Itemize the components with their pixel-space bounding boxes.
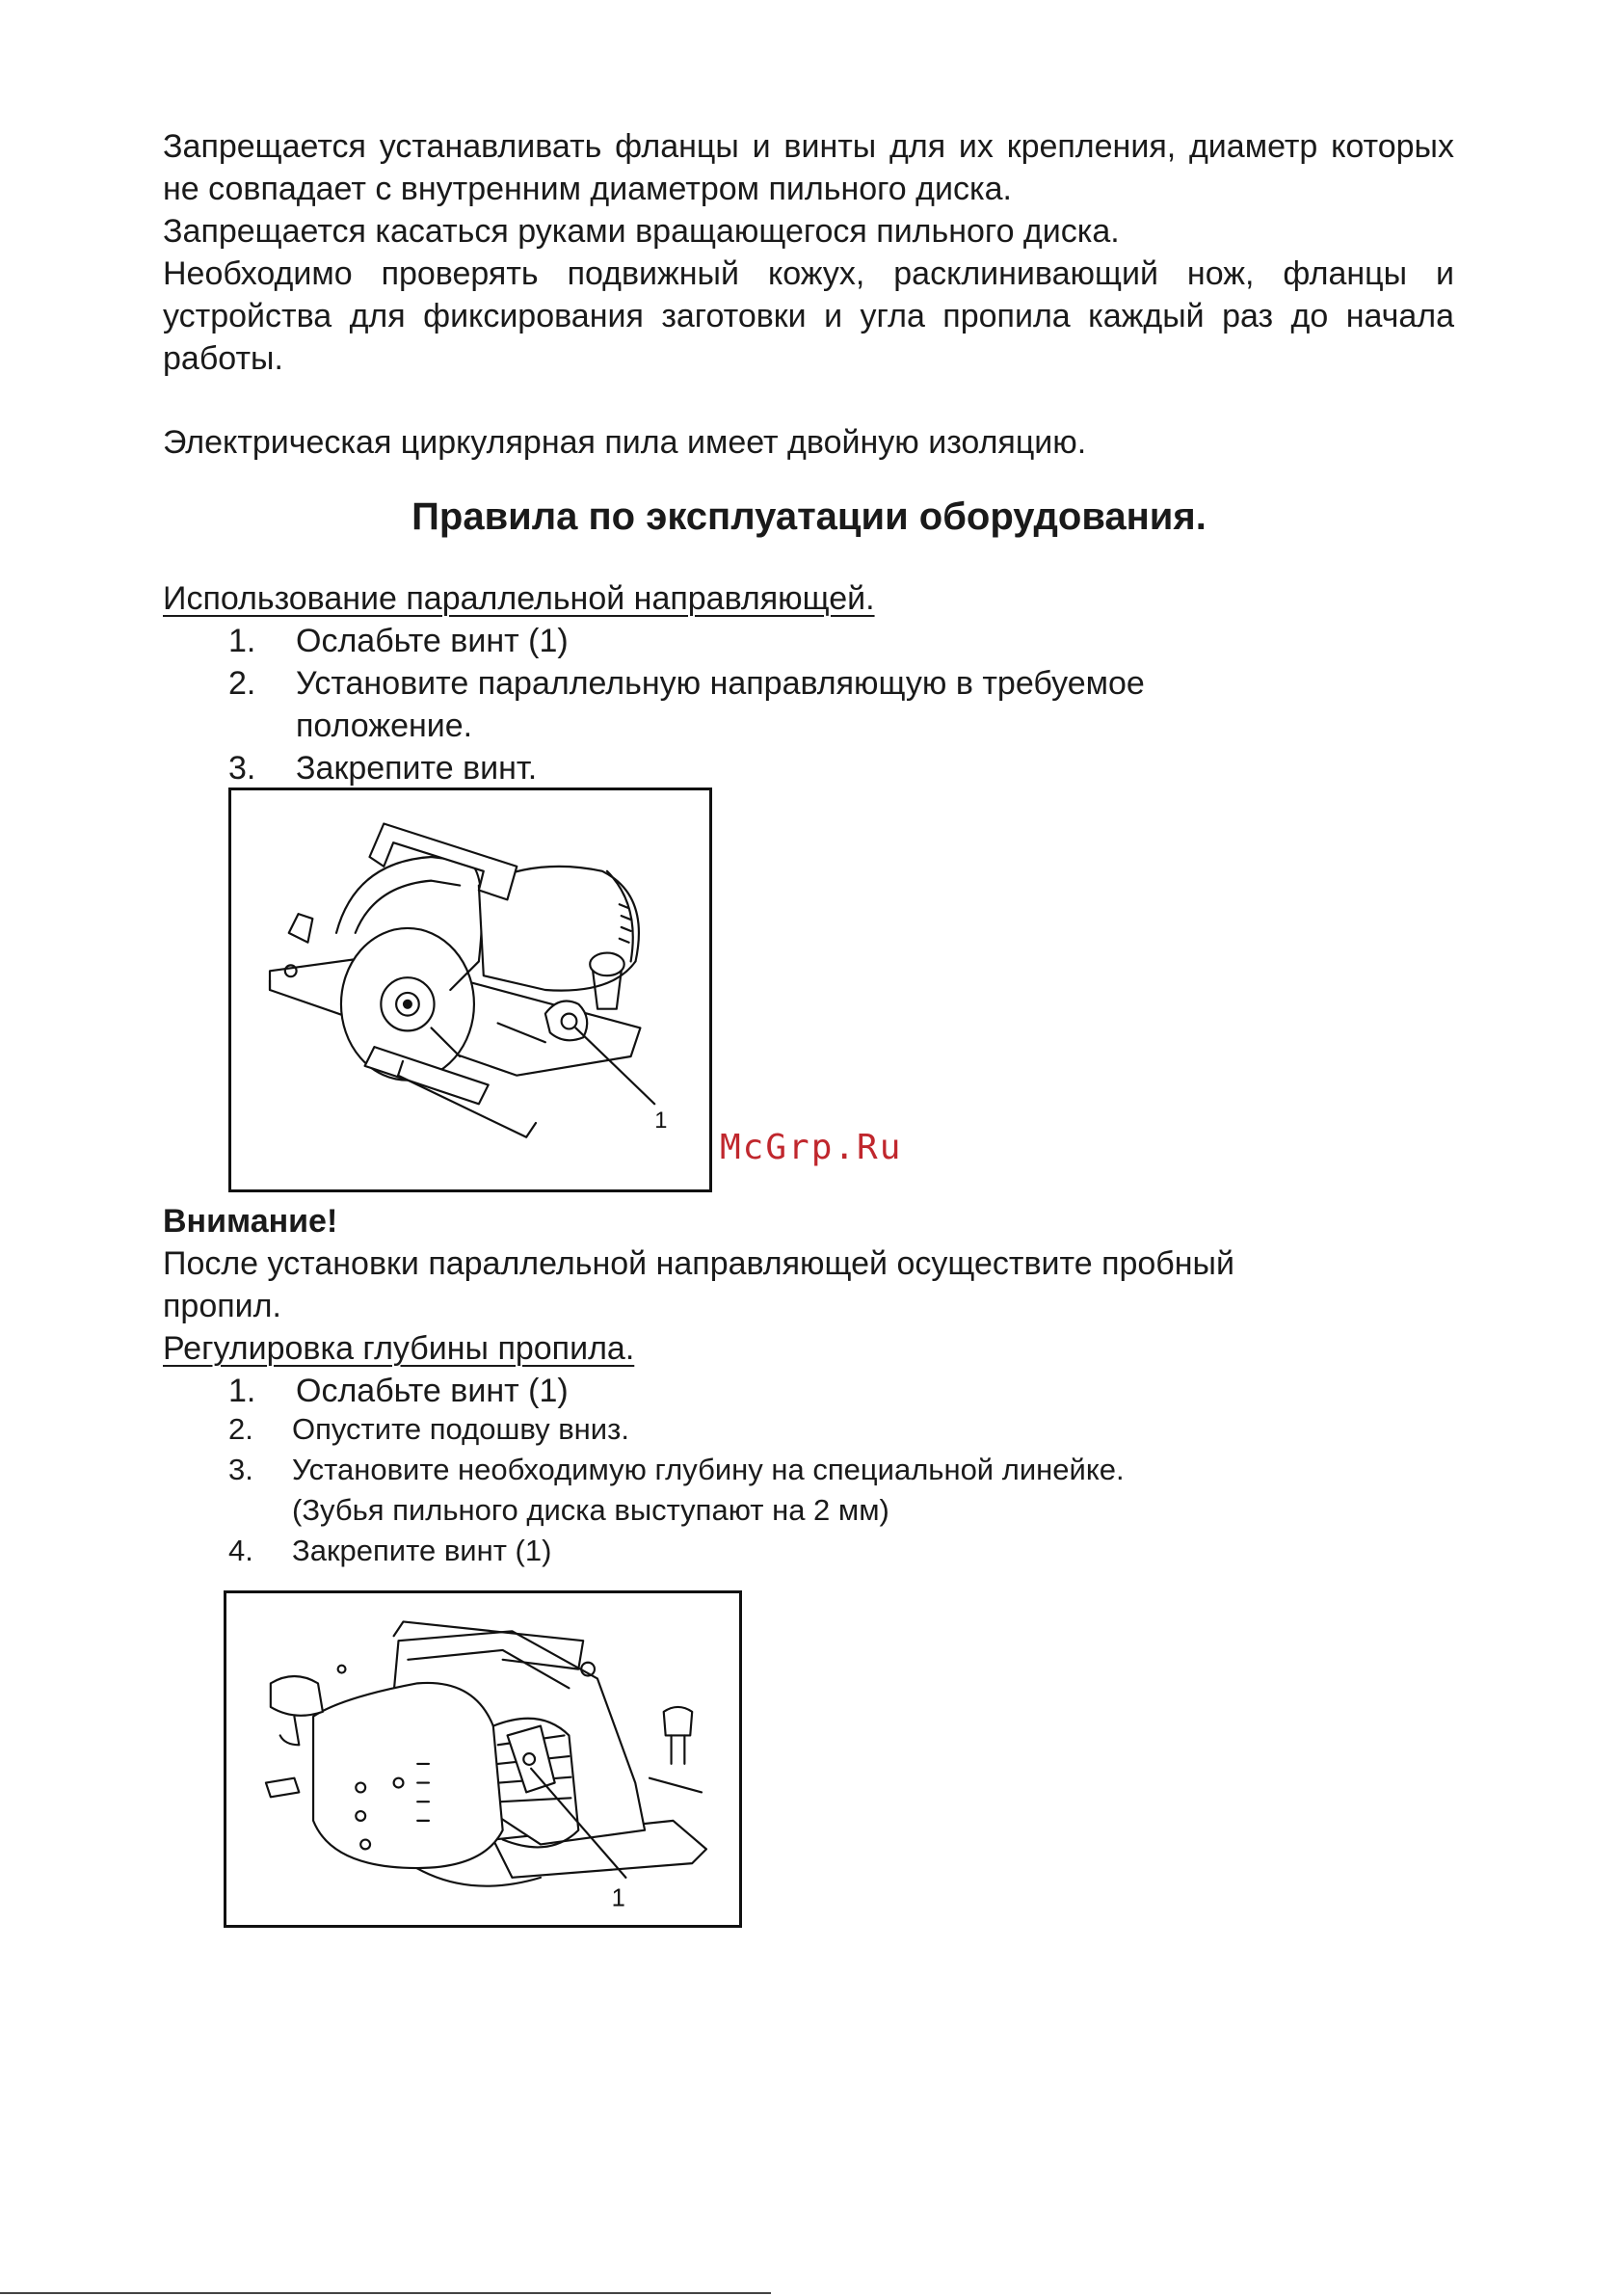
step-number: 1. [228, 623, 256, 659]
step-text: Опустите подошву вниз. [292, 1412, 629, 1446]
figure-depth-adjustment [224, 1590, 742, 1928]
step-number: 3. [228, 1453, 253, 1486]
step-number: 2. [228, 1412, 253, 1446]
depth-heading: Регулировка глубины пропила. [163, 1330, 635, 1367]
circular-saw-illustration [231, 790, 709, 1189]
step-number: 4. [228, 1534, 253, 1567]
step-text: Установите необходимую глубину на специальной линейке. [292, 1453, 1125, 1486]
safety-paragraph-check: Необходимо проверять подвижный кожух, расклинивающий нож, фланцы и устройства для фиксирования заготовки и угла пропила каждый раз до начала работы. [163, 255, 1454, 377]
section-title: Правила по эксплуатации оборудования. [411, 495, 1207, 538]
page-bottom-rule [0, 2292, 771, 2294]
step-text-continued: положение. [296, 707, 473, 744]
attention-title: Внимание! [163, 1203, 338, 1240]
circular-saw-side-illustration [226, 1593, 739, 1925]
step-number: 1. [228, 1373, 256, 1409]
step-text: Установите параллельную направляющую в требуемое [296, 665, 1145, 702]
figure-parallel-guide [228, 788, 712, 1192]
figure-label: 1 [611, 1884, 625, 1912]
step-text: Закрепите винт (1) [292, 1534, 552, 1567]
attention-text: После установки параллельной направляющей осуществите пробный пропил. [163, 1245, 1234, 1324]
step-text: Ослабьте винт (1) [296, 623, 569, 659]
figure-label: 1 [654, 1108, 668, 1134]
step-text-continued: (Зубья пильного диска выступают на 2 мм) [292, 1493, 889, 1527]
step-text: Закрепите винт. [296, 750, 538, 787]
guide-heading: Использование параллельной направляющей. [163, 580, 875, 617]
safety-paragraph-insulation: Электрическая циркулярная пила имеет двойную изоляцию. [163, 424, 1087, 461]
step-number: 2. [228, 665, 256, 702]
safety-paragraph-hands: Запрещается касаться руками вращающегося пильного диска. [163, 213, 1120, 250]
watermark: McGrp.Ru [720, 1128, 903, 1167]
safety-paragraph-flanges: Запрещается устанавливать фланцы и винты для их крепления, диаметр которых не совпадает с внутренним диаметром пильного диска. [163, 128, 1454, 207]
step-text: Ослабьте винт (1) [296, 1373, 569, 1409]
step-number: 3. [228, 750, 256, 787]
